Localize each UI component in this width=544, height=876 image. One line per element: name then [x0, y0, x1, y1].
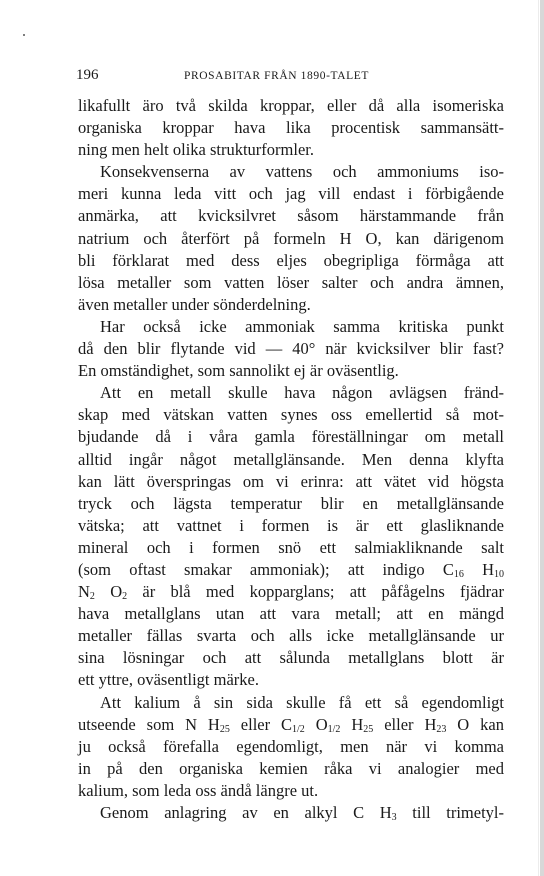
text-run: N — [78, 582, 90, 602]
text-line: sina lösningar och att sålunda metallglans blott är — [78, 648, 504, 668]
page-edge-shadow — [540, 0, 544, 876]
subscript: 16 — [453, 568, 464, 580]
text-line: natrium och återfört på formeln H O, kan därigenom — [78, 228, 504, 248]
text-line — [78, 714, 504, 736]
text-run: O — [304, 714, 328, 734]
text-line: metaller fällas svarta och alls icke metallglänsande ur — [78, 626, 504, 646]
text-run: utseende som N H — [78, 714, 220, 734]
text-line: mineral och i formen snö ett salmiakliknande salt — [78, 537, 504, 557]
text-run: är blå med kopparglans; att påfågelns fjädrar — [127, 582, 504, 602]
paper-speck — [23, 34, 25, 36]
text-line: hava metallglans utan att vara metall; att en mängd — [78, 604, 504, 624]
subscript: 1/2 — [327, 723, 341, 735]
text-line: även metaller under sönderdelning. — [78, 294, 311, 314]
text-line: ett yttre, oväsentligt märke. — [78, 670, 259, 690]
page-number: 196 — [76, 67, 99, 83]
text-line: Att en metall skulle hava någon avlägsen fränd- — [100, 383, 504, 403]
text-line — [78, 581, 504, 603]
page-edge-line — [538, 0, 539, 876]
text-line: kan lätt överspringas om vi erinra: att vätet vid högsta — [78, 471, 504, 491]
text-line: ning men helt olika strukturformler. — [78, 140, 314, 160]
subscript: 25 — [363, 723, 374, 735]
subscript: 25 — [219, 723, 230, 735]
text-run: H — [463, 559, 495, 579]
text-run: till trimetyl- — [396, 803, 504, 822]
text-line — [78, 559, 504, 581]
running-head: PROSABITAR FRÅN 1890-TALET — [184, 70, 369, 82]
subscript: 2 — [122, 591, 128, 603]
text-line: Att kalium å sin sida skulle få ett så egendomligt — [100, 692, 504, 712]
subscript: 3 — [391, 812, 397, 823]
text-line: Konsekvenserna av vattens och ammoniums iso- — [100, 162, 504, 182]
text-line: ju också förefalla egendomligt, men när vi komma — [78, 736, 504, 756]
subscript: 10 — [494, 568, 505, 580]
text-line: meri kunna leda vitt och jag vill endast i förbigående — [78, 184, 504, 204]
text-line: tryck och lägsta temperatur blir en metallglänsande — [78, 493, 504, 513]
body-text — [78, 95, 504, 824]
text-run: H — [340, 714, 364, 734]
text-line: skap med vätskan vatten synes oss emellertid så mot- — [78, 405, 504, 425]
text-line: då den blir flytande vid — 40° när kvicksilver blir fast? — [78, 339, 504, 359]
page-header — [76, 66, 516, 86]
text-line: in på den organiska kemien råka vi analogier med — [78, 758, 504, 778]
text-line: bli förklarat med dess eljes obegripliga förmåga att — [78, 250, 504, 270]
text-line: kalium, som leda oss ändå längre ut. — [78, 780, 319, 800]
text-line: organiska kroppar hava lika procentisk sammansätt- — [78, 118, 504, 138]
subscript: 2 — [89, 591, 95, 603]
text-run: (som oftast smakar ammoniak); att indigo C — [78, 559, 454, 579]
text-line: lösa metaller som vatten löser salter och andra ämnen, — [78, 272, 504, 292]
text-line: alltid ingår något metallglänsande. Men denna klyfta — [78, 449, 504, 469]
text-line: bjudande då i våra gamla föreställningar om metall — [78, 427, 504, 447]
subscript: 23 — [436, 723, 447, 735]
text-line: Har också icke ammoniak samma kritiska punkt — [100, 316, 504, 336]
text-run: O kan — [446, 714, 504, 734]
text-line — [78, 802, 504, 824]
text-run: eller H — [373, 714, 437, 734]
text-line: likafullt äro två skilda kroppar, eller då alla isomeriska — [78, 96, 504, 115]
text-run: O — [94, 582, 123, 602]
text-line: En omständighet, som sannolikt ej är oväsentlig. — [78, 361, 399, 381]
subscript: 1/2 — [292, 723, 305, 735]
text-run: eller C — [229, 714, 293, 734]
text-line: vätska; att vattnet i formen is är ett glasliknande — [78, 515, 504, 535]
text-run: Genom anlagring av en alkyl C H — [100, 803, 392, 822]
text-line: anmärka, att kvicksilvret såsom härstammande från — [78, 206, 504, 226]
